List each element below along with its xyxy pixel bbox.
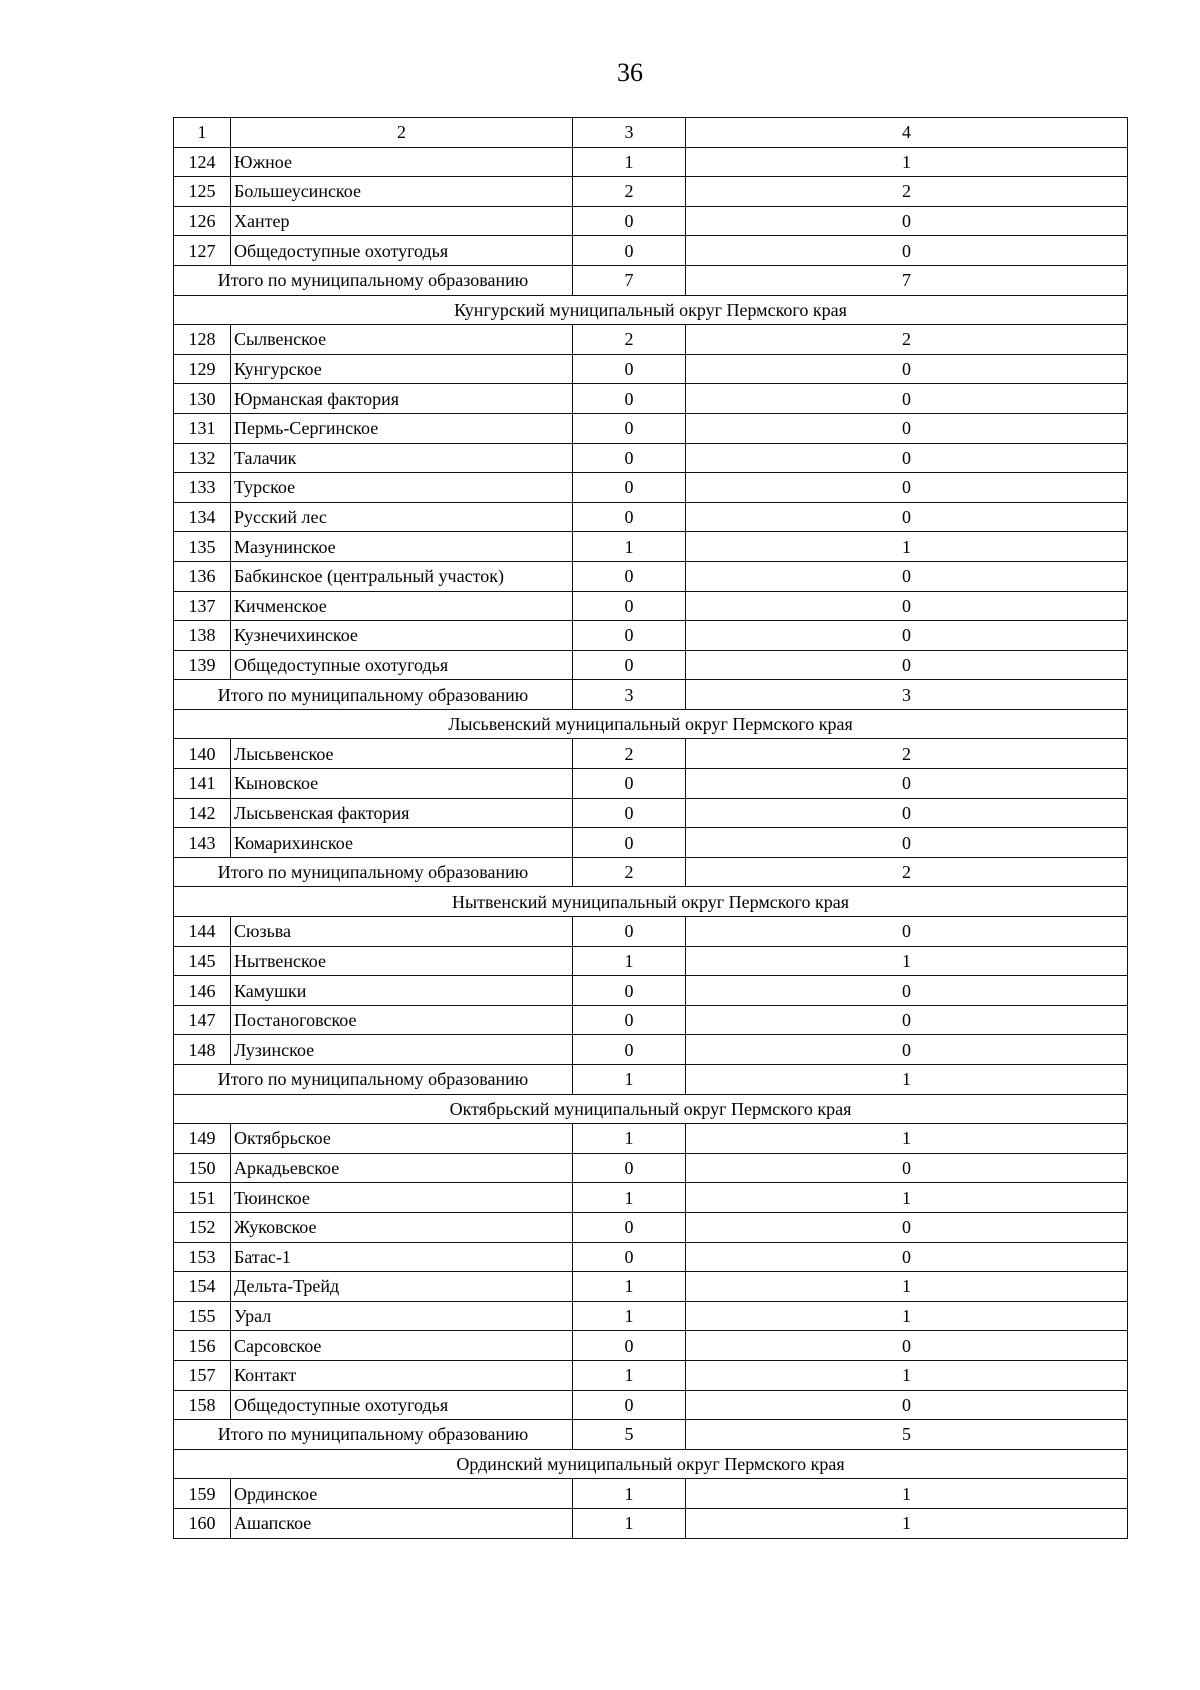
col-3-value: 1: [573, 1272, 686, 1302]
col-4-value: 0: [686, 621, 1128, 651]
table-row: [174, 1479, 1128, 1509]
section-title: Кунгурский муниципальный округ Пермского края: [174, 295, 1128, 325]
col-4-value: 0: [686, 354, 1128, 384]
col-3-value: 1: [573, 1508, 686, 1538]
col-4-value: 0: [686, 473, 1128, 503]
ground-name: Кыновское: [231, 769, 573, 799]
ground-name: Дельта-Трейд: [231, 1272, 573, 1302]
table-row: [174, 413, 1128, 443]
row-number: 136: [174, 561, 231, 591]
table-row: [174, 1360, 1128, 1390]
ground-name: Кунгурское: [231, 354, 573, 384]
table-row: [174, 591, 1128, 621]
ground-name: Лузинское: [231, 1035, 573, 1065]
col-4-value: 1: [686, 1301, 1128, 1331]
row-number: 143: [174, 828, 231, 858]
ground-name: Контакт: [231, 1360, 573, 1390]
col-4-value: 0: [686, 502, 1128, 532]
row-number: 141: [174, 769, 231, 799]
table-row: [174, 1212, 1128, 1242]
col-4-value: 0: [686, 1153, 1128, 1183]
col-3-value: 0: [573, 1035, 686, 1065]
ground-name: Сарсовское: [231, 1331, 573, 1361]
table-row: [174, 561, 1128, 591]
table-row: [174, 1153, 1128, 1183]
row-number: 125: [174, 177, 231, 207]
col-3-value: 0: [573, 502, 686, 532]
table-row: [174, 976, 1128, 1006]
col-4-value: 0: [686, 650, 1128, 680]
subtotal-col-3: 3: [573, 680, 686, 710]
table-row: [174, 828, 1128, 858]
section-header-row: [174, 709, 1128, 739]
section-header-row: [174, 1094, 1128, 1124]
subtotal-col-4: 3: [686, 680, 1128, 710]
row-number: 129: [174, 354, 231, 384]
table-row: [174, 473, 1128, 503]
row-number: 132: [174, 443, 231, 473]
col-3-value: 0: [573, 1390, 686, 1420]
col-4-value: 1: [686, 1183, 1128, 1213]
ground-name: Тюинское: [231, 1183, 573, 1213]
hunting-grounds-table: [173, 117, 1128, 1539]
ground-name: Хантер: [231, 206, 573, 236]
row-number: 147: [174, 1005, 231, 1035]
col-4-value: 0: [686, 798, 1128, 828]
table-row: [174, 1508, 1128, 1538]
ground-name: Общедоступные охотугодья: [231, 650, 573, 680]
table-row: [174, 1005, 1128, 1035]
subtotal-row: [174, 1065, 1128, 1095]
section-header-row: [174, 887, 1128, 917]
subtotal-col-4: 2: [686, 857, 1128, 887]
col-3-value: 0: [573, 917, 686, 947]
table-row: [174, 206, 1128, 236]
ground-name: Кузнечихинское: [231, 621, 573, 651]
ground-name: Камушки: [231, 976, 573, 1006]
row-number: 150: [174, 1153, 231, 1183]
ground-name: Жуковское: [231, 1212, 573, 1242]
row-number: 149: [174, 1124, 231, 1154]
col-3-value: 0: [573, 236, 686, 266]
col-3-value: 0: [573, 650, 686, 680]
table-row: [174, 502, 1128, 532]
ground-name: Пермь-Сергинское: [231, 413, 573, 443]
col-3-value: 0: [573, 473, 686, 503]
col-3-value: 0: [573, 443, 686, 473]
col-3-value: 0: [573, 354, 686, 384]
header-col-1: 1: [174, 118, 231, 148]
ground-name: Мазунинское: [231, 532, 573, 562]
col-3-value: 0: [573, 769, 686, 799]
ground-name: Бабкинское (центральный участок): [231, 561, 573, 591]
col-4-value: 0: [686, 1035, 1128, 1065]
col-3-value: 0: [573, 976, 686, 1006]
row-number: 158: [174, 1390, 231, 1420]
col-3-value: 1: [573, 946, 686, 976]
ground-name: Русский лес: [231, 502, 573, 532]
subtotal-col-3: 5: [573, 1420, 686, 1450]
ground-name: Батас-1: [231, 1242, 573, 1272]
row-number: 127: [174, 236, 231, 266]
ground-name: Октябрьское: [231, 1124, 573, 1154]
col-3-value: 0: [573, 1005, 686, 1035]
subtotal-row: [174, 680, 1128, 710]
col-4-value: 0: [686, 561, 1128, 591]
table-row: [174, 177, 1128, 207]
col-4-value: 1: [686, 1360, 1128, 1390]
row-number: 146: [174, 976, 231, 1006]
col-3-value: 1: [573, 1479, 686, 1509]
table-row: [174, 443, 1128, 473]
table-body: [174, 118, 1128, 1539]
section-title: Лысьвенский муниципальный округ Пермского края: [174, 709, 1128, 739]
row-number: 137: [174, 591, 231, 621]
row-number: 156: [174, 1331, 231, 1361]
ground-name: Большеусинское: [231, 177, 573, 207]
header-col-4: 4: [686, 118, 1128, 148]
ground-name: Талачик: [231, 443, 573, 473]
subtotal-label: Итого по муниципальному образованию: [174, 857, 573, 887]
col-4-value: 0: [686, 1390, 1128, 1420]
header-col-2: 2: [231, 118, 573, 148]
table-row: [174, 532, 1128, 562]
row-number: 128: [174, 325, 231, 355]
row-number: 152: [174, 1212, 231, 1242]
table-row: [174, 384, 1128, 414]
subtotal-row: [174, 857, 1128, 887]
col-3-value: 2: [573, 177, 686, 207]
section-title: Ординский муниципальный округ Пермского края: [174, 1449, 1128, 1479]
header-col-3: 3: [573, 118, 686, 148]
col-4-value: 0: [686, 917, 1128, 947]
col-4-value: 1: [686, 1272, 1128, 1302]
ground-name: Постаноговское: [231, 1005, 573, 1035]
ground-name: Нытвенское: [231, 946, 573, 976]
table-row: [174, 1272, 1128, 1302]
table-row: [174, 1035, 1128, 1065]
col-3-value: 2: [573, 739, 686, 769]
subtotal-col-4: 5: [686, 1420, 1128, 1450]
ground-name: Юрманская фактория: [231, 384, 573, 414]
row-number: 155: [174, 1301, 231, 1331]
ground-name: Общедоступные охотугодья: [231, 236, 573, 266]
col-3-value: 0: [573, 1242, 686, 1272]
table-row: [174, 147, 1128, 177]
subtotal-row: [174, 265, 1128, 295]
row-number: 154: [174, 1272, 231, 1302]
section-header-row: [174, 295, 1128, 325]
table-row: [174, 917, 1128, 947]
table-row: [174, 1301, 1128, 1331]
row-number: 157: [174, 1360, 231, 1390]
col-3-value: 1: [573, 1124, 686, 1154]
ground-name: Урал: [231, 1301, 573, 1331]
subtotal-label: Итого по муниципальному образованию: [174, 265, 573, 295]
col-4-value: 0: [686, 1212, 1128, 1242]
col-4-value: 0: [686, 206, 1128, 236]
col-4-value: 0: [686, 443, 1128, 473]
row-number: 131: [174, 413, 231, 443]
col-4-value: 0: [686, 236, 1128, 266]
col-3-value: 0: [573, 798, 686, 828]
row-number: 126: [174, 206, 231, 236]
table-row: [174, 1242, 1128, 1272]
col-4-value: 2: [686, 177, 1128, 207]
row-number: 130: [174, 384, 231, 414]
col-4-value: 1: [686, 147, 1128, 177]
col-4-value: 0: [686, 1005, 1128, 1035]
row-number: 135: [174, 532, 231, 562]
col-3-value: 1: [573, 1301, 686, 1331]
col-4-value: 0: [686, 828, 1128, 858]
col-4-value: 0: [686, 413, 1128, 443]
row-number: 145: [174, 946, 231, 976]
col-3-value: 0: [573, 1212, 686, 1242]
table-row: [174, 354, 1128, 384]
subtotal-row: [174, 1420, 1128, 1450]
table-row: [174, 769, 1128, 799]
table-row: [174, 325, 1128, 355]
col-4-value: 0: [686, 1242, 1128, 1272]
ground-name: Кичменское: [231, 591, 573, 621]
row-number: 159: [174, 1479, 231, 1509]
ground-name: Лысьвенская фактория: [231, 798, 573, 828]
col-3-value: 1: [573, 1183, 686, 1213]
col-3-value: 0: [573, 206, 686, 236]
table-row: [174, 798, 1128, 828]
row-number: 153: [174, 1242, 231, 1272]
subtotal-col-3: 2: [573, 857, 686, 887]
subtotal-col-4: 7: [686, 265, 1128, 295]
col-3-value: 2: [573, 325, 686, 355]
col-4-value: 0: [686, 976, 1128, 1006]
header-row: [174, 118, 1128, 148]
table-row: [174, 1124, 1128, 1154]
row-number: 148: [174, 1035, 231, 1065]
col-3-value: 0: [573, 561, 686, 591]
row-number: 133: [174, 473, 231, 503]
subtotal-col-3: 1: [573, 1065, 686, 1095]
row-number: 124: [174, 147, 231, 177]
table-row: [174, 236, 1128, 266]
row-number: 144: [174, 917, 231, 947]
section-title: Октябрьский муниципальный округ Пермского края: [174, 1094, 1128, 1124]
col-3-value: 0: [573, 1331, 686, 1361]
col-4-value: 2: [686, 325, 1128, 355]
ground-name: Комарихинское: [231, 828, 573, 858]
subtotal-col-3: 7: [573, 265, 686, 295]
row-number: 160: [174, 1508, 231, 1538]
ground-name: Сюзьва: [231, 917, 573, 947]
col-4-value: 1: [686, 946, 1128, 976]
col-4-value: 0: [686, 384, 1128, 414]
col-4-value: 0: [686, 591, 1128, 621]
ground-name: Турское: [231, 473, 573, 503]
ground-name: Южное: [231, 147, 573, 177]
col-4-value: 0: [686, 769, 1128, 799]
row-number: 142: [174, 798, 231, 828]
col-3-value: 0: [573, 413, 686, 443]
subtotal-label: Итого по муниципальному образованию: [174, 1420, 573, 1450]
ground-name: Аркадьевское: [231, 1153, 573, 1183]
table-row: [174, 946, 1128, 976]
col-3-value: 0: [573, 1153, 686, 1183]
col-4-value: 1: [686, 532, 1128, 562]
subtotal-col-4: 1: [686, 1065, 1128, 1095]
row-number: 134: [174, 502, 231, 532]
page-number: 36: [617, 58, 643, 87]
col-4-value: 1: [686, 1124, 1128, 1154]
table-row: [174, 621, 1128, 651]
subtotal-label: Итого по муниципальному образованию: [174, 680, 573, 710]
col-3-value: 0: [573, 828, 686, 858]
subtotal-label: Итого по муниципальному образованию: [174, 1065, 573, 1095]
col-4-value: 2: [686, 739, 1128, 769]
section-title: Нытвенский муниципальный округ Пермского края: [174, 887, 1128, 917]
table-row: [174, 1183, 1128, 1213]
col-3-value: 1: [573, 147, 686, 177]
col-4-value: 0: [686, 1331, 1128, 1361]
col-4-value: 1: [686, 1508, 1128, 1538]
section-header-row: [174, 1449, 1128, 1479]
row-number: 138: [174, 621, 231, 651]
col-3-value: 1: [573, 1360, 686, 1390]
row-number: 140: [174, 739, 231, 769]
ground-name: Ординское: [231, 1479, 573, 1509]
ground-name: Сылвенское: [231, 325, 573, 355]
table-row: [174, 650, 1128, 680]
col-4-value: 1: [686, 1479, 1128, 1509]
table-row: [174, 1331, 1128, 1361]
ground-name: Общедоступные охотугодья: [231, 1390, 573, 1420]
ground-name: Ашапское: [231, 1508, 573, 1538]
table-row: [174, 1390, 1128, 1420]
col-3-value: 1: [573, 532, 686, 562]
col-3-value: 0: [573, 621, 686, 651]
ground-name: Лысьвенское: [231, 739, 573, 769]
col-3-value: 0: [573, 384, 686, 414]
col-3-value: 0: [573, 591, 686, 621]
table-row: [174, 739, 1128, 769]
row-number: 139: [174, 650, 231, 680]
row-number: 151: [174, 1183, 231, 1213]
